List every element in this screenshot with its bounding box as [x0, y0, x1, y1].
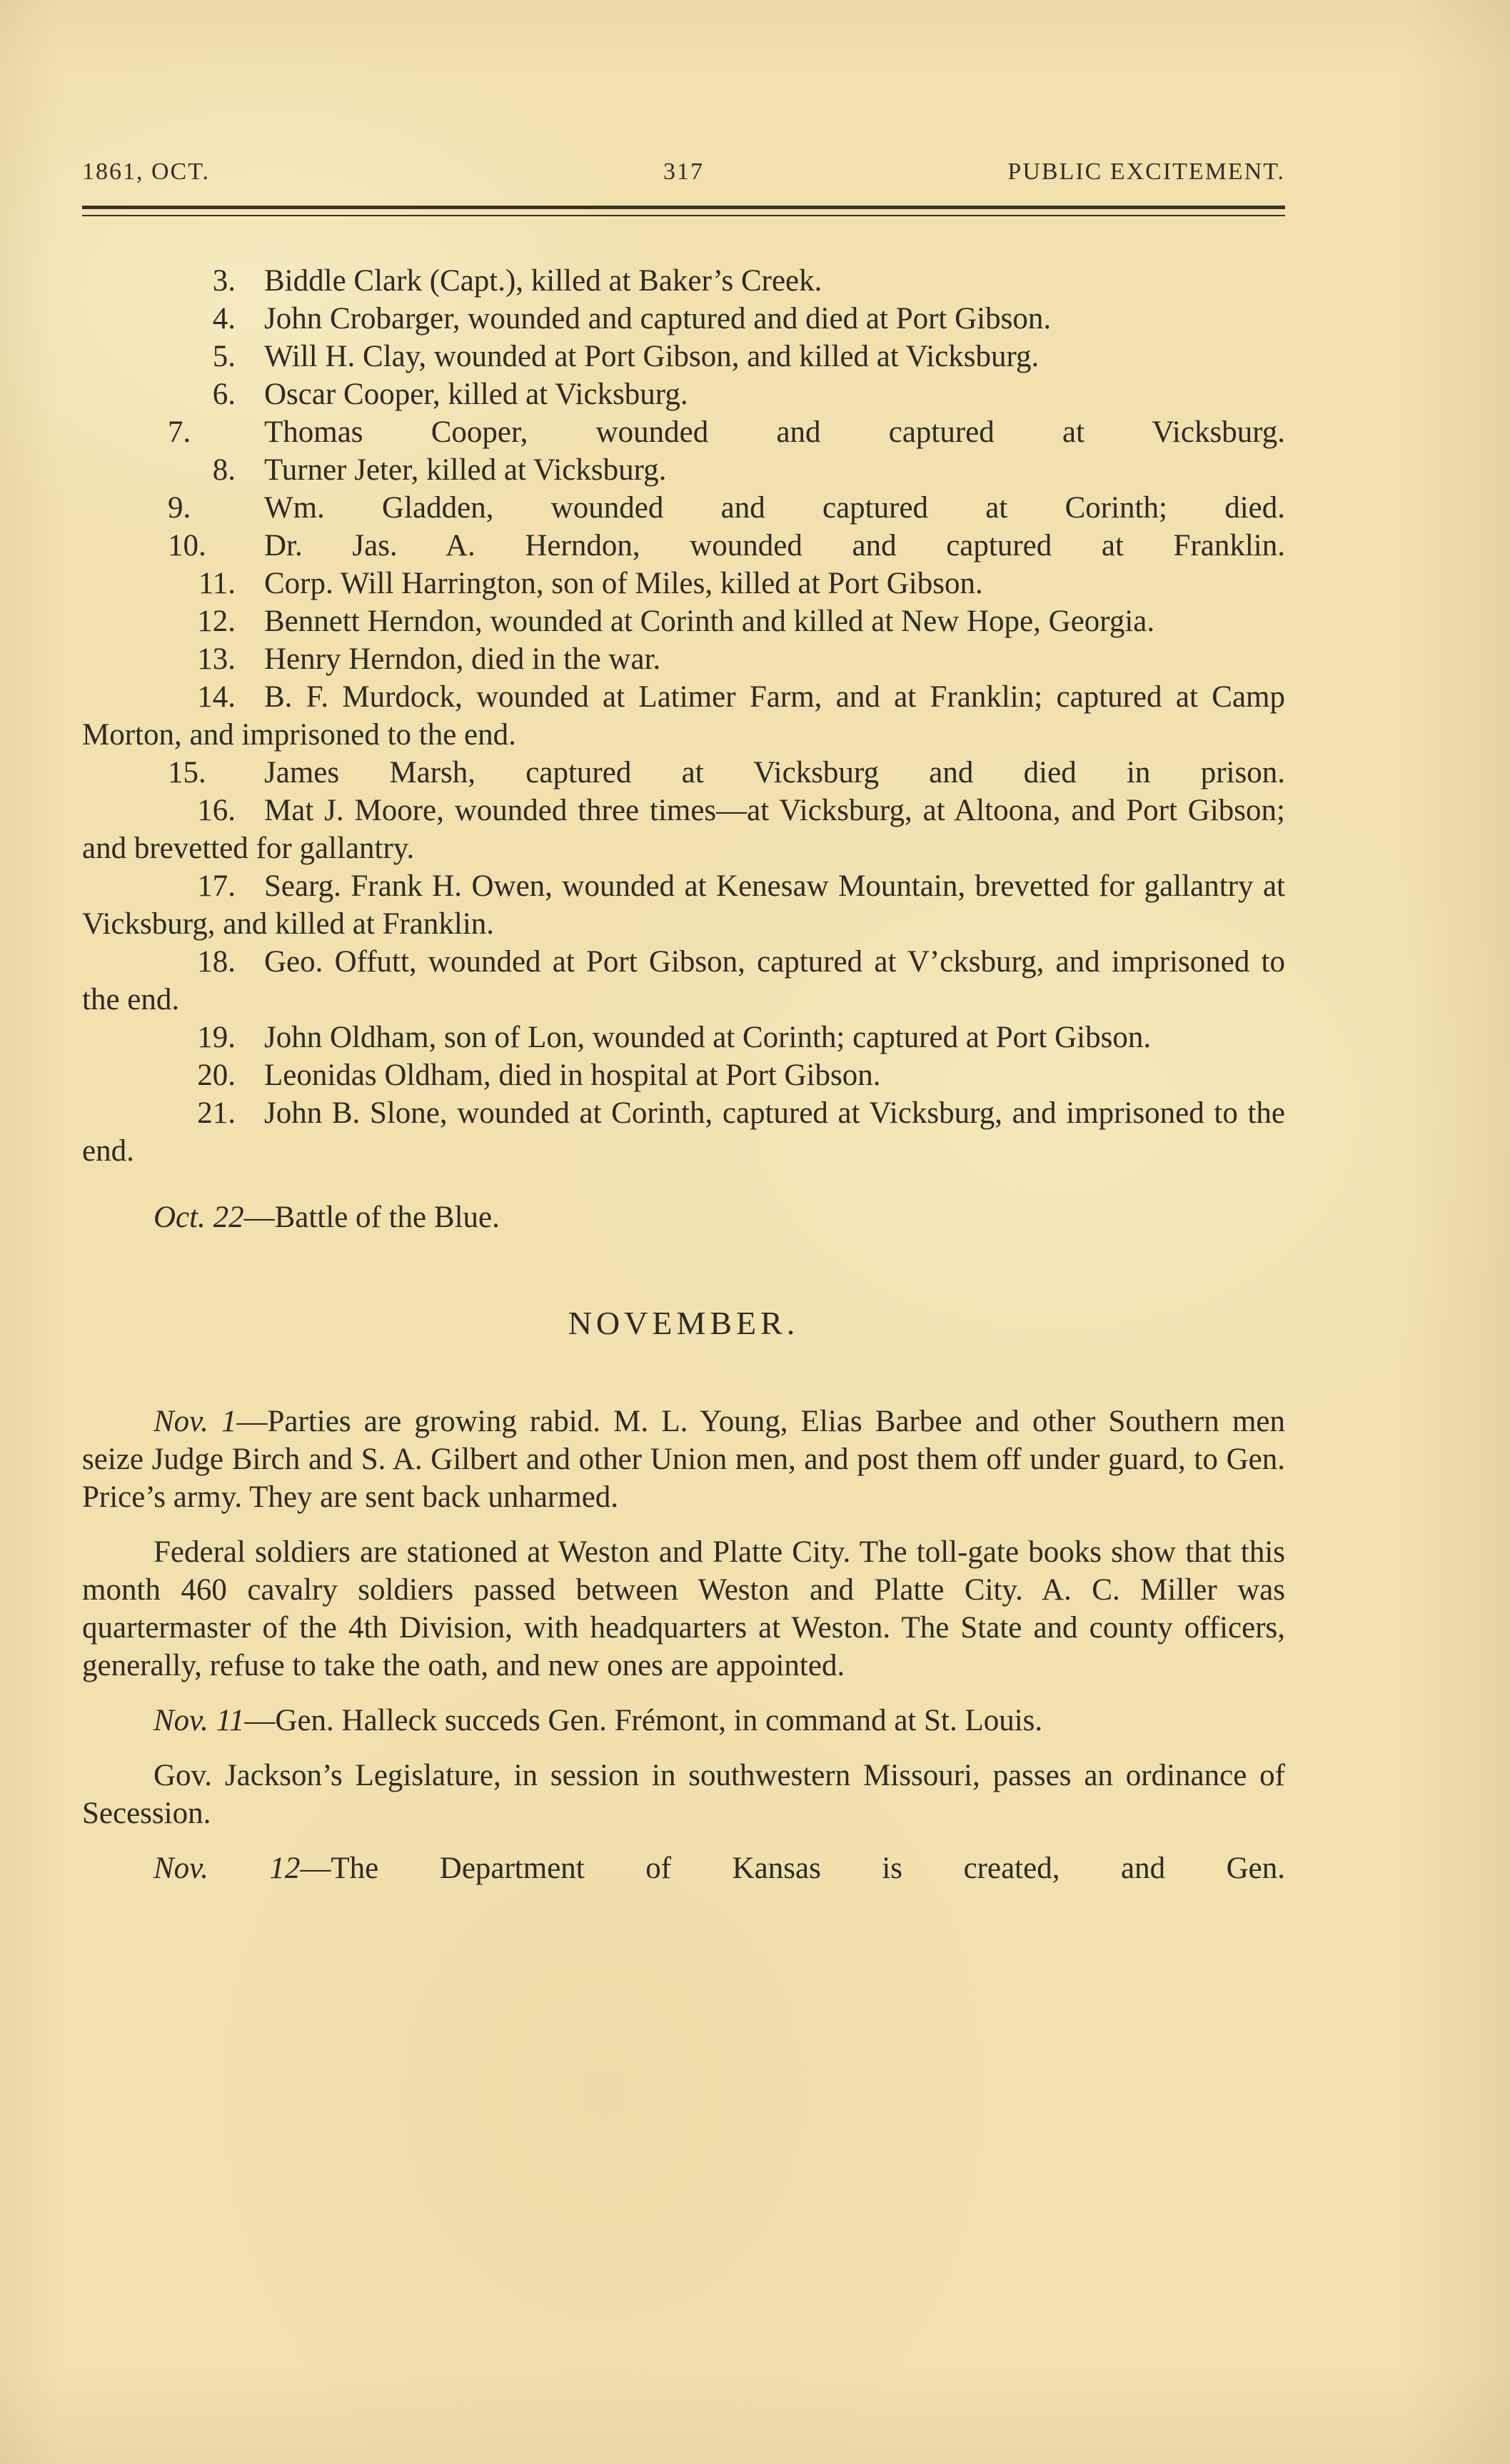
- entry-date-label: Nov. 12: [153, 1852, 301, 1885]
- item-number: 3.: [212, 264, 236, 298]
- entry-text: —Gen. Halleck succeds Gen. Frémont, in command at St. Louis.: [244, 1704, 1043, 1737]
- entry-date-label: Nov. 11: [153, 1704, 245, 1737]
- item-text: Will H. Clay, wounded at Port Gibson, and killed at Vicksburg.: [264, 340, 1040, 373]
- list-item: [82, 527, 1285, 565]
- item-number: 17.: [197, 869, 236, 903]
- text-block: [82, 0, 1285, 1887]
- list-item: [82, 640, 1285, 678]
- entry-text: —Parties are growing rabid. M. L. Young, Elias Barbee and other Southern men seize Judge Birch and S. A. Gilbert and other Union men, and post them off under guard, to Gen. Price’s army. They are sent back unharmed.: [82, 1405, 1285, 1514]
- list-item: [82, 565, 1285, 602]
- item-text: Geo. Offutt, wounded at Port Gibson, captured at V’cksburg, and imprisoned to the end.: [82, 945, 1285, 1016]
- list-item: [82, 867, 1285, 943]
- item-number: 10.: [168, 529, 206, 562]
- list-item: [82, 1019, 1285, 1056]
- list-item: [82, 678, 1285, 754]
- list-item: [82, 300, 1285, 338]
- list-item: [82, 262, 1285, 300]
- federal-soldiers-entry: [82, 1533, 1285, 1685]
- header-date: 1861, OCT.: [82, 158, 210, 185]
- item-text: Wm. Gladden, wounded and captured at Corinth; died.: [264, 491, 1285, 525]
- item-number: 15.: [168, 756, 206, 789]
- list-item: [82, 413, 1285, 451]
- casualty-list: [82, 262, 1285, 1887]
- item-text: Corp. Will Harrington, son of Miles, killed at Port Gibson.: [264, 567, 983, 600]
- item-text: Thomas Cooper, wounded and captured at Vicksburg.: [264, 415, 1285, 449]
- entry-date-label: Oct. 22: [153, 1201, 244, 1234]
- list-item: [82, 375, 1285, 413]
- list-item: [82, 489, 1285, 527]
- entry-text: —The Department of Kansas is created, and Gen.: [300, 1852, 1285, 1885]
- item-text: Dr. Jas. A. Herndon, wounded and captured at Franklin.: [264, 529, 1285, 562]
- header-title: PUBLIC EXCITEMENT.: [1007, 158, 1285, 185]
- item-number: 19.: [197, 1021, 236, 1054]
- item-text: John Oldham, son of Lon, wounded at Corinth; captured at Port Gibson.: [264, 1021, 1152, 1054]
- list-item: [82, 451, 1285, 489]
- item-text: James Marsh, captured at Vicksburg and died in prison.: [264, 756, 1285, 789]
- list-item: [82, 1094, 1285, 1170]
- item-number: 12.: [197, 605, 236, 638]
- item-text: Henry Herndon, died in the war.: [264, 642, 661, 676]
- entry-date-label: Nov. 1: [153, 1405, 237, 1438]
- entry-text: Gov. Jackson’s Legislature, in session in southwestern Missouri, passes an ordinance of Secession.: [82, 1759, 1285, 1830]
- gov-jackson-entry: [82, 1757, 1285, 1832]
- item-text: Leonidas Oldham, died in hospital at Port Gibson.: [264, 1059, 881, 1092]
- item-text: Turner Jeter, killed at Vicksburg.: [264, 453, 667, 487]
- item-number: 8.: [212, 453, 236, 487]
- item-text: Oscar Cooper, killed at Vicksburg.: [264, 378, 688, 411]
- item-number: 16.: [197, 794, 236, 827]
- item-number: 9.: [168, 491, 191, 525]
- page-number: 317: [663, 158, 704, 185]
- item-number: 21.: [197, 1096, 236, 1130]
- item-text: Mat J. Moore, wounded three times—at Vicksburg, at Altoona, and Port Gibson; and brevetted for gallantry.: [82, 794, 1285, 865]
- nov-12-entry: [82, 1849, 1285, 1887]
- item-number: 7.: [168, 415, 191, 449]
- nov-1-entry: [82, 1403, 1285, 1516]
- item-number: 11.: [198, 567, 236, 600]
- item-number: 18.: [197, 945, 236, 979]
- entry-text: Federal soldiers are stationed at Weston and Platte City. The toll-gate books show that this month 460 cavalry soldiers passed between Weston and Platte City. A. C. Miller was quartermaster of the 4th Division, with headquarters at Weston. The State and county officers, generally, refuse to take the oath, and new ones are appointed.: [82, 1535, 1285, 1682]
- item-number: 20.: [197, 1059, 236, 1092]
- item-number: 14.: [197, 680, 236, 714]
- item-text: Bennett Herndon, wounded at Corinth and killed at New Hope, Georgia.: [264, 605, 1155, 638]
- item-number: 5.: [212, 340, 236, 373]
- section-heading-november: NOVEMBER.: [568, 1305, 800, 1341]
- list-item: [82, 1056, 1285, 1094]
- item-text: Searg. Frank H. Owen, wounded at Kenesaw Mountain, brevetted for gallantry at Vicksburg, and killed at Franklin.: [82, 869, 1285, 941]
- list-item: [82, 792, 1285, 867]
- item-text: B. F. Murdock, wounded at Latimer Farm, and at Franklin; captured at Camp Morton, and imprisoned to the end.: [82, 680, 1285, 752]
- item-text: John Crobarger, wounded and captured and died at Port Gibson.: [264, 302, 1052, 335]
- oct-22-entry: [82, 1198, 1285, 1236]
- item-text: John B. Slone, wounded at Corinth, captured at Vicksburg, and imprisoned to the end.: [82, 1096, 1285, 1168]
- item-text: Biddle Clark (Capt.), killed at Baker’s Creek.: [264, 264, 822, 298]
- list-item: [82, 338, 1285, 375]
- item-number: 13.: [197, 642, 236, 676]
- list-item: [82, 602, 1285, 640]
- entry-text: —Battle of the Blue.: [243, 1201, 500, 1234]
- page-header: [82, 158, 1285, 186]
- header-rule: [82, 206, 1285, 216]
- item-number: 6.: [212, 378, 236, 411]
- item-number: 4.: [212, 302, 236, 335]
- nov-11-entry: [82, 1702, 1285, 1740]
- list-item: [82, 754, 1285, 792]
- list-item: [82, 943, 1285, 1019]
